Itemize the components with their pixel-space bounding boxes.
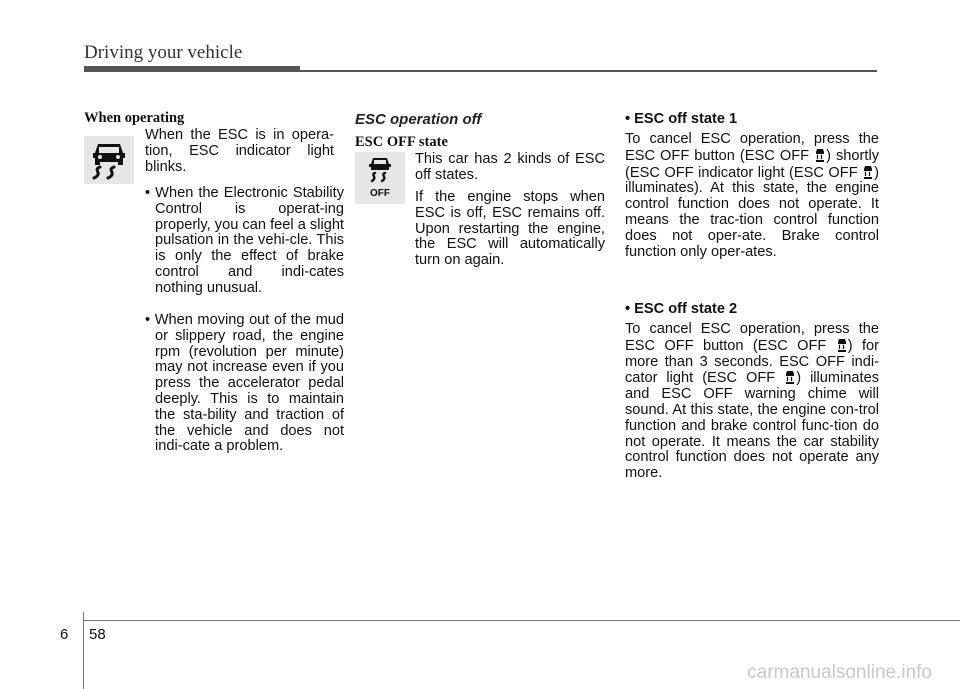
esc-off-icon-label: OFF	[370, 188, 390, 199]
esc-off-inline-icon	[784, 370, 796, 384]
esc-operation-off-title: ESC operation off	[355, 111, 482, 128]
header-rule-thin	[300, 70, 877, 72]
footer-horizontal-rule	[83, 620, 960, 621]
esc-off-state-2-text: To cancel ESC operation, press the ESC OFF button (ESC OFF ) for more than 3 seconds. ESC OFF indi-cator light (ESC OFF ) illuminates and ESC OFF warning chime will sound. At this state, the engine con-trol function and brake control func-tion do not operate. It means the car stability control function does not operate any more.	[625, 321, 880, 482]
esc-off-restart-text: If the engine stops when ESC is off, ESC remains off. Upon restarting the engine, the ESC will automatically turn on again.	[415, 189, 605, 269]
esc-off-state-1-heading: • ESC off state 1	[625, 111, 738, 127]
when-operating-heading: When operating	[84, 110, 185, 126]
header-rule-thick	[84, 66, 300, 72]
bullet-mud-note: • When moving out of the mud or slippery road, the engine rpm (revolution per minute) may not increase even if you press the accelerator pedal deeply. This is to maintain the sta-bility and traction of the vehicle and does not indi-cate a problem.	[145, 312, 344, 455]
esc-indicator-icon	[84, 136, 134, 184]
esc-off-kinds-text: This car has 2 kinds of ESC off states.	[415, 151, 605, 183]
footer-page-number: 58	[89, 626, 106, 643]
page-header-title: Driving your vehicle	[84, 42, 243, 63]
esc-off-inline-icon	[836, 338, 848, 352]
watermark-text: carmanualsonline.info	[747, 662, 932, 683]
bullet-pulsation-note: • When the Electronic Stability Control is operat-ing properly, you can feel a slight pulsation in the vehi-cle. This is only the effect of brake control and indi-cates nothing unusual.	[145, 185, 344, 296]
esc-operating-intro: When the ESC is in opera-tion, ESC indicator light blinks.	[145, 127, 334, 175]
esc-off-state-1-text: To cancel ESC operation, press the ESC OFF button (ESC OFF ) shortly (ESC OFF indicator light (ESC OFF ) illuminates). At this state, the engine control function does not operate. It means the trac-tion control function does not oper-ate. Brake control function only oper-ates.	[625, 131, 879, 260]
esc-off-inline-icon	[862, 165, 874, 179]
esc-off-state-2-heading: • ESC off state 2	[625, 301, 738, 317]
footer-vertical-rule	[83, 612, 84, 689]
esc-off-inline-icon	[814, 148, 826, 162]
footer-chapter-number: 6	[60, 626, 69, 643]
esc-off-state-heading: ESC OFF state	[355, 134, 448, 150]
esc-off-indicator-icon	[355, 152, 405, 204]
